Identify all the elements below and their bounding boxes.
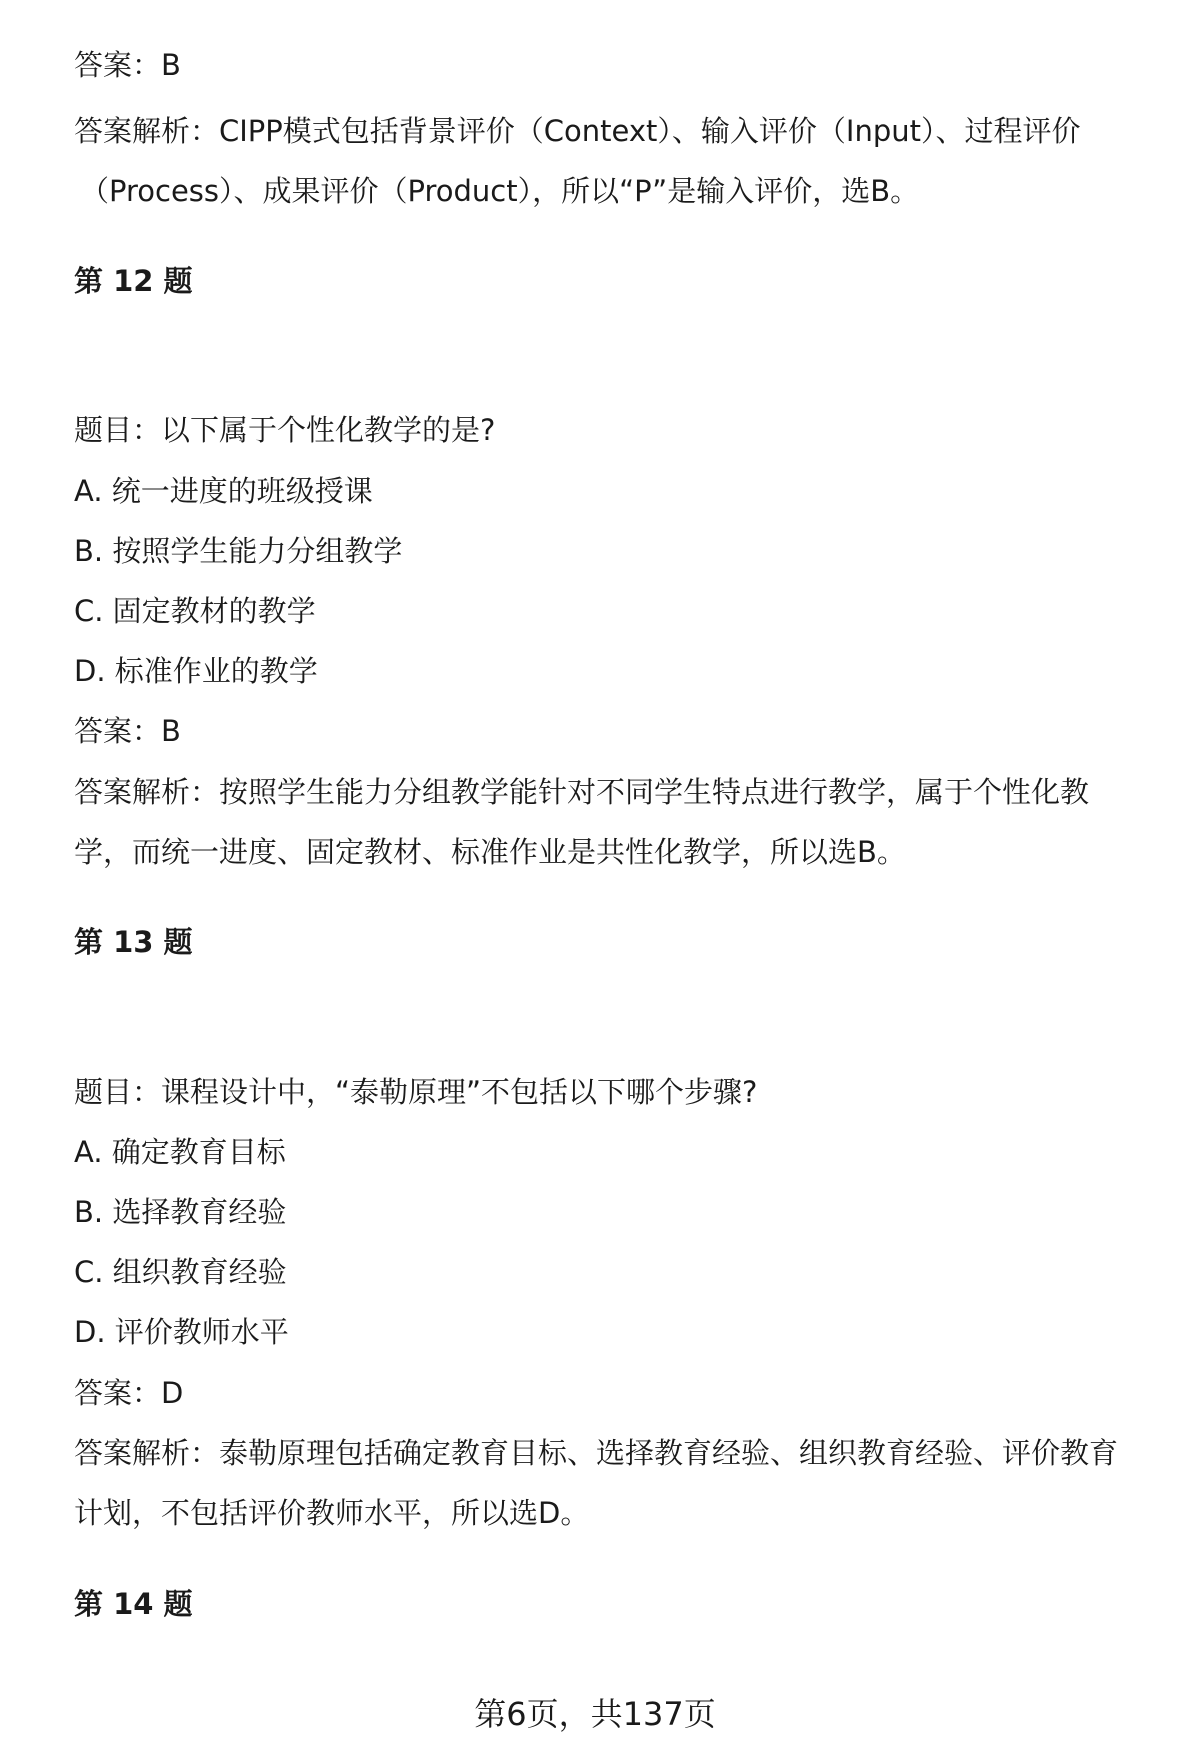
q13-option-d: D. 评价教师水平 [74, 1315, 289, 1349]
q13-heading: 第 13 题 [74, 925, 193, 959]
q12-analysis-line1: 答案解析：按照学生能力分组教学能针对不同学生特点进行教学，属于个性化教 [74, 775, 1090, 809]
q12-option-c: C. 固定教材的教学 [74, 594, 316, 628]
q11-analysis-line2: （Process）、成果评价（Product），所以“P”是输入评价，选B。 [80, 174, 920, 208]
q13-option-c: C. 组织教育经验 [74, 1255, 287, 1289]
q13-option-b: B. 选择教育经验 [74, 1195, 287, 1229]
q12-answer: 答案：B [74, 714, 181, 748]
q12-heading: 第 12 题 [74, 264, 193, 298]
q11-analysis-line1: 答案解析：CIPP模式包括背景评价（Context）、输入评价（Input）、过程评价 [74, 114, 1081, 148]
q12-option-d: D. 标准作业的教学 [74, 654, 318, 688]
q12-option-b: B. 按照学生能力分组教学 [74, 534, 403, 568]
q13-option-a: A. 确定教育目标 [74, 1135, 286, 1169]
q13-question: 题目：课程设计中，“泰勒原理”不包括以下哪个步骤? [74, 1075, 758, 1109]
page-number-footer: 第6页，共137页 [474, 1695, 716, 1733]
q11-answer: 答案：B [74, 48, 181, 82]
q12-question: 题目：以下属于个性化教学的是? [74, 413, 496, 447]
q13-answer: 答案：D [74, 1376, 184, 1410]
q12-analysis-line2: 学，而统一进度、固定教材、标准作业是共性化教学，所以选B。 [74, 835, 906, 869]
q13-analysis-line2: 计划，不包括评价教师水平，所以选D。 [74, 1496, 590, 1530]
q12-option-a: A. 统一进度的班级授课 [74, 474, 373, 508]
q13-analysis-line1: 答案解析：泰勒原理包括确定教育目标、选择教育经验、组织教育经验、评价教育 [74, 1436, 1119, 1470]
q14-heading: 第 14 题 [74, 1587, 193, 1621]
